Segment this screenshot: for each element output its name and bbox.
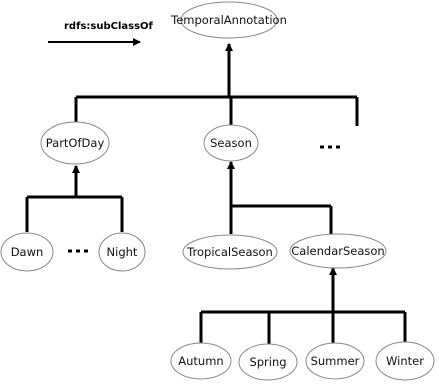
node-part-of-day (41, 122, 109, 164)
node-label: CalendarSeason (291, 244, 385, 258)
node-label: PartOfDay (45, 136, 105, 150)
edges-calendarseason (201, 268, 405, 346)
node-calendar-season (290, 234, 386, 268)
edges-top-level (76, 44, 357, 126)
legend-label: rdfs:subClassOf (64, 21, 153, 32)
node-label: Winter (386, 354, 424, 368)
node-label: Spring (249, 355, 287, 369)
legend (48, 21, 154, 42)
node-spring (239, 344, 297, 380)
node-label: Season (210, 136, 252, 150)
node-label: Summer (310, 354, 360, 368)
node-dawn (1, 233, 53, 271)
node-label: Autumn (178, 354, 224, 368)
node-season (204, 125, 258, 161)
node-autumn (171, 343, 231, 379)
node-label: Night (106, 245, 138, 259)
node-label: Dawn (10, 245, 44, 259)
node-tropical-season (183, 235, 277, 269)
edges-partofday (27, 166, 122, 232)
node-label: TemporalAnnotation (171, 13, 287, 27)
edges-season (231, 162, 331, 234)
node-winter (376, 342, 434, 380)
node-summer (306, 343, 364, 379)
node-night (99, 233, 145, 271)
node-label: TropicalSeason (187, 245, 273, 259)
node-temporal-annotation (170, 2, 287, 38)
